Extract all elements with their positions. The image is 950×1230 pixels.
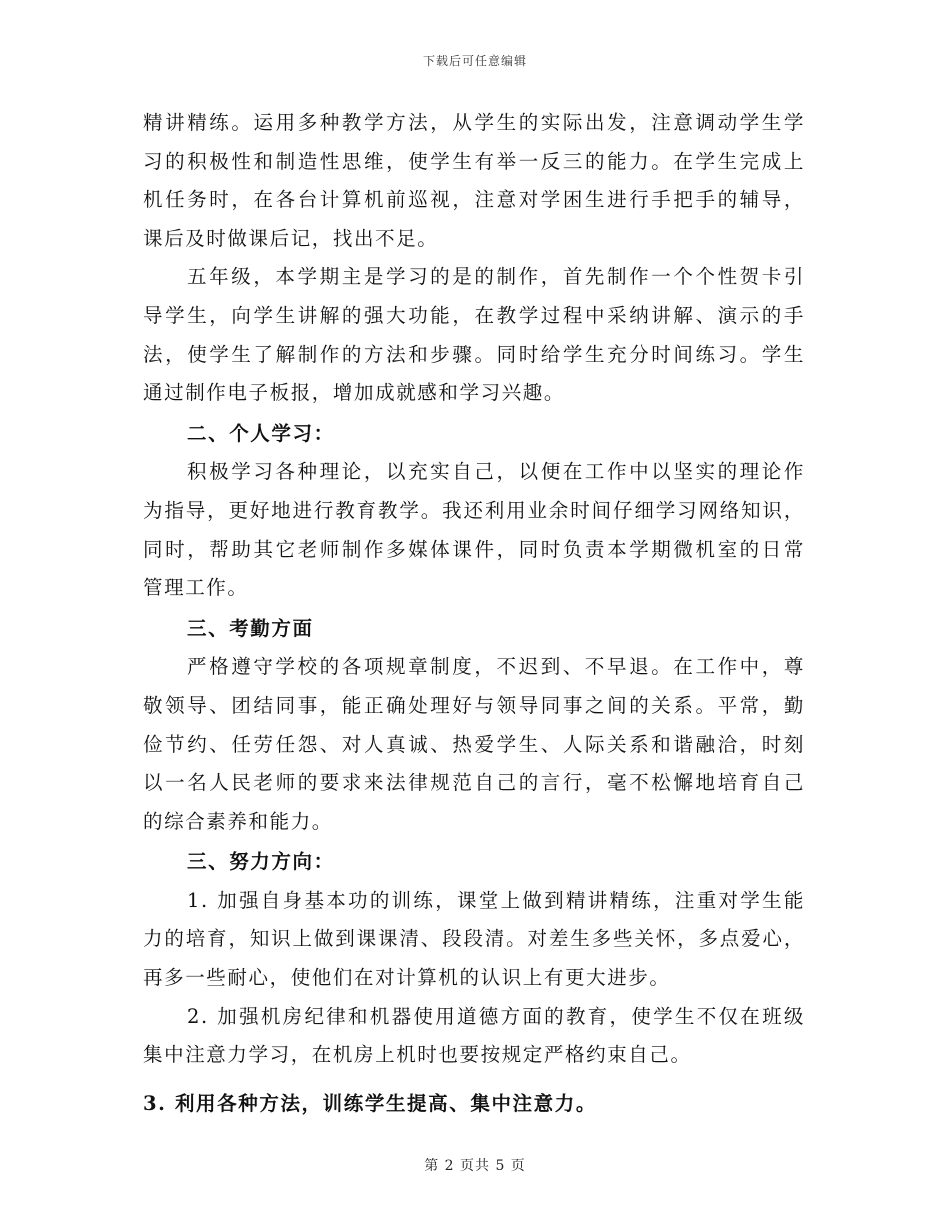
paragraph-teaching-methods <box>143 104 805 258</box>
text-line: 法，使学生了解制作的方法和步骤。同时给学生充分时间练习。学生 <box>143 342 805 366</box>
page-number: 第 2 页共 5 页 <box>424 1158 526 1174</box>
document-body <box>143 104 805 1123</box>
text-line: 管理工作。 <box>143 576 249 600</box>
text-line: 课后及时做课后记，找出不足。 <box>143 226 439 250</box>
section-heading-direction: 三、努力方向： <box>187 850 335 874</box>
text-line: 精讲精练。运用多种教学方法，从学生的实际出发，注意调动学生学 <box>143 111 805 134</box>
text-line: 力的培育，知识上做到课课清、段段清。对差生多些关怀，多点爱心， <box>143 927 805 951</box>
paragraph-point-three: 3. 利用各种方法，训练学生提高、集中注意力。 <box>143 1091 597 1115</box>
text-line: 五年级，本学期主是学习的是的制作，首先制作一个个性贺卡引 <box>187 265 805 289</box>
text-line: 俭节约、任劳任怨、对人真诚、热爱学生、人际关系和谐融洽，时刻 <box>143 732 805 756</box>
text-line: 为指导，更好地进行教育教学。我还利用业余时间仔细学习网络知识， <box>143 498 805 522</box>
paragraph-grade-five <box>143 258 805 412</box>
text-line: 再多一些耐心，使他们在对计算机的认识上有更大进步。 <box>143 966 671 990</box>
paragraph-point-two <box>143 998 805 1075</box>
text-line: 1. 加强自身基本功的训练，课堂上做到精讲精练，注重对学生能 <box>187 888 805 912</box>
text-line: 以一名人民老师的要求来法律规范自己的言行，毫不松懈地培育自己 <box>143 771 805 795</box>
text-line: 积极学习各种理论，以充实自己，以便在工作中以坚实的理论作 <box>187 460 805 484</box>
text-line: 通过制作电子板报，增加成就感和学习兴趣。 <box>143 381 566 405</box>
paragraph-point-one <box>143 882 805 998</box>
page-header: 下载后可任意编辑 <box>422 54 527 68</box>
text-line: 的综合素养和能力。 <box>143 809 333 833</box>
text-line: 严格遵守学校的各项规章制度，不迟到、不早退。在工作中，尊 <box>187 655 805 679</box>
section-heading-personal-study: 二、个人学习： <box>187 421 335 445</box>
paragraph-attendance <box>143 648 805 841</box>
text-line: 集中注意力学习，在机房上机时也要按规定严格约束自己。 <box>143 1043 692 1067</box>
section-heading-attendance: 三、考勤方面 <box>187 616 314 640</box>
text-line: 2. 加强机房纪律和机器使用道德方面的教育，使学生不仅在班级 <box>187 1004 805 1028</box>
text-line: 同时，帮助其它老师制作多媒体课件，同时负责本学期微机室的日常 <box>143 537 805 561</box>
paragraph-personal-study <box>143 453 805 607</box>
text-line: 敬领导、团结同事，能正确处理好与领导同事之间的关系。平常，勤 <box>143 693 805 717</box>
text-line: 导学生，向学生讲解的强大功能，在教学过程中采纳讲解、演示的手 <box>143 303 805 327</box>
text-line: 机任务时，在各台计算机前巡视，注意对学困生进行手把手的辅导， <box>143 188 805 212</box>
text-line: 习的积极性和制造性思维，使学生有举一反三的能力。在学生完成上 <box>143 149 805 173</box>
